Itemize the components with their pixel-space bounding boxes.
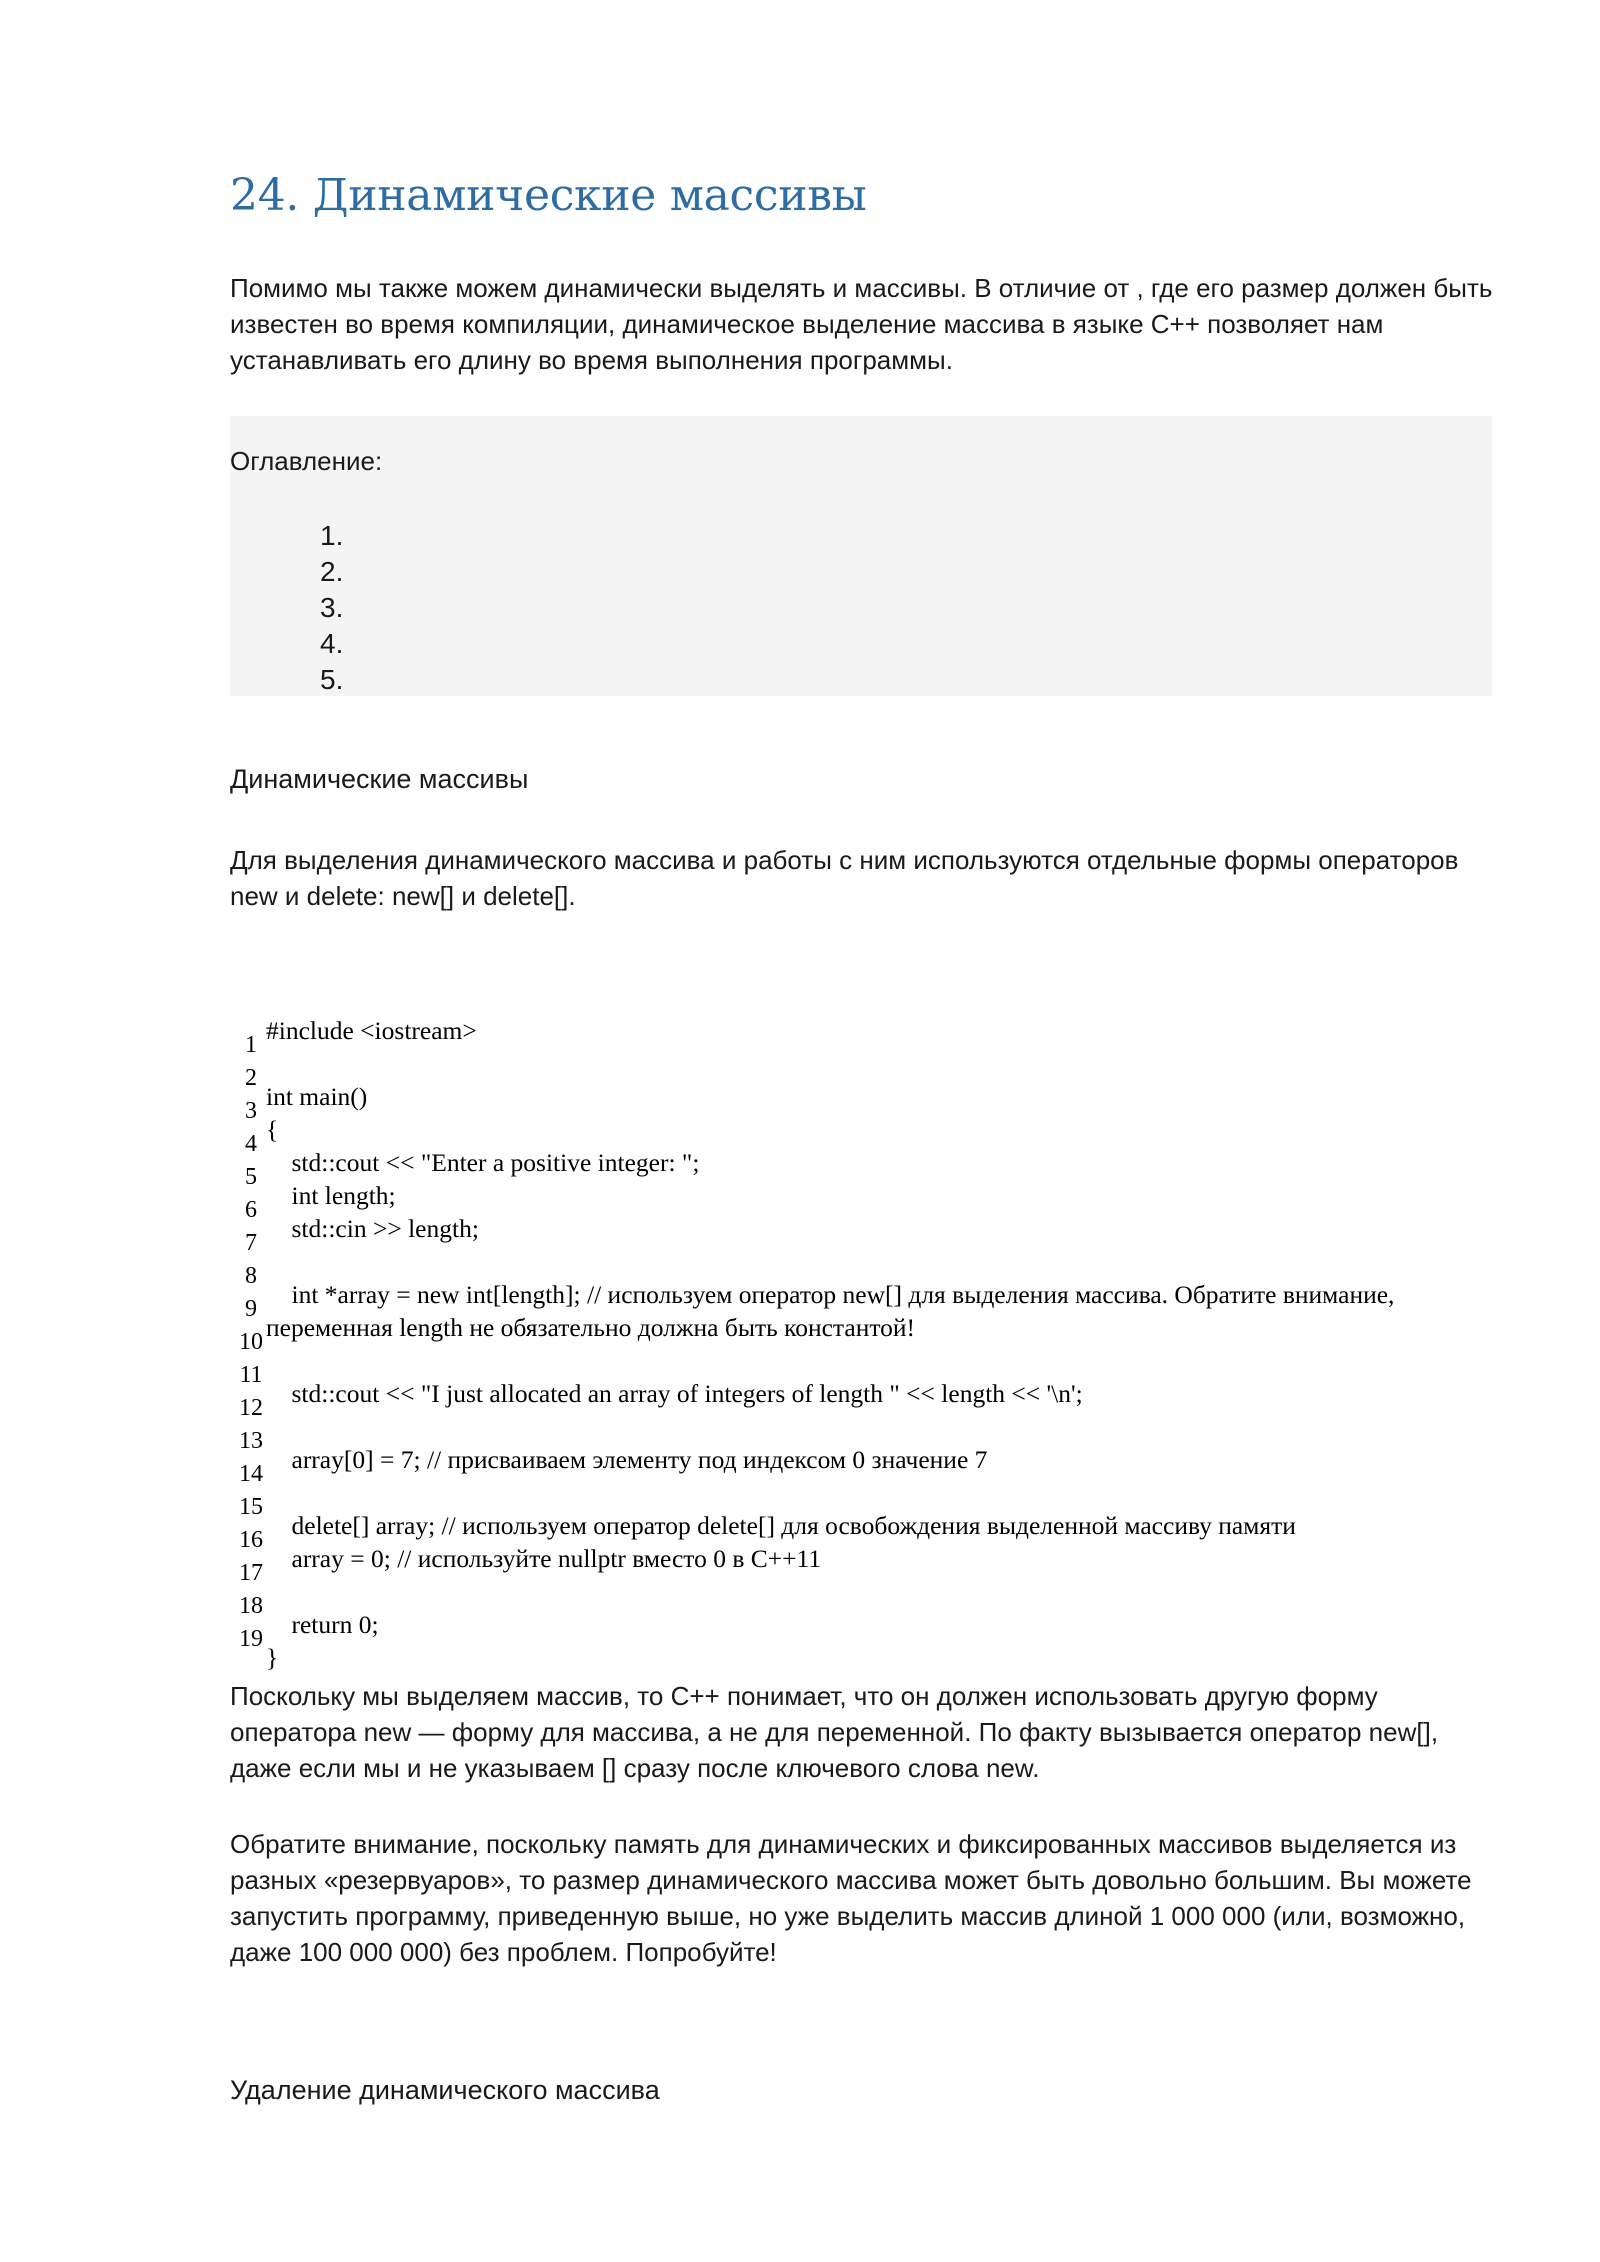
- code-block: [266, 1014, 1500, 1674]
- toc-item[interactable]: 5.: [320, 664, 344, 695]
- code-line-numbers: [238, 1029, 264, 1656]
- line-number: 9: [245, 1296, 257, 1322]
- code-line: array[0] = 7; // присваиваем элементу под индексом 0 значение 7: [266, 1445, 988, 1474]
- code-line: }: [266, 1643, 279, 1672]
- toc-item[interactable]: 1.: [320, 520, 344, 551]
- toc-list: [318, 518, 1492, 696]
- line-number: 18: [239, 1593, 263, 1619]
- code-line: [266, 1047, 1500, 1080]
- line-number: 12: [239, 1395, 263, 1421]
- code-line: std::cout << "Enter a positive integer: ";: [266, 1148, 700, 1177]
- line-number: 14: [239, 1461, 263, 1487]
- line-number: 6: [245, 1197, 257, 1223]
- page-title: 24. Динамические массивы: [230, 170, 867, 221]
- note-paragraph: Обратите внимание, поскольку память для динамических и фиксированных массивов выделяется из разных «резервуаров», то размер динамического массива может быть довольно большим. Вы можете запустить программу, приведенную выше, но уже выделить массив длиной 1 000 000 (или, возможно, даже 100 000 000) без проблем. Попробуйте!: [230, 1829, 1472, 1967]
- line-number: 10: [239, 1329, 263, 1355]
- toc-title: Оглавление:: [230, 446, 383, 476]
- toc-item[interactable]: 2.: [320, 556, 344, 587]
- code-line: std::cin >> length;: [266, 1214, 479, 1243]
- code-line: return 0;: [266, 1610, 379, 1639]
- code-line: [266, 1476, 1500, 1509]
- intro-paragraph: Помимо мы также можем динамически выделять и массивы. В отличие от , где его размер должен быть известен во время компиляции, динамическое выделение массива в языке C++ позволяет нам устанавливать его длину во время выполнения программы.: [230, 273, 1493, 375]
- line-number: 17: [239, 1560, 263, 1586]
- code-line: [266, 1245, 1500, 1278]
- line-number: 5: [245, 1164, 257, 1190]
- code-line: [266, 1575, 1500, 1608]
- line-number: 8: [245, 1263, 257, 1289]
- line-number: 2: [245, 1065, 257, 1091]
- line-number: 7: [245, 1230, 257, 1256]
- toc-item[interactable]: 4.: [320, 628, 344, 659]
- code-line: array = 0; // используйте nullptr вместо 0 в C++11: [266, 1544, 822, 1573]
- line-number: 13: [239, 1428, 263, 1454]
- code-line: {: [266, 1115, 279, 1144]
- section-paragraph: Для выделения динамического массива и работы с ним используются отдельные формы операторов new и delete: new[] и delete[].: [230, 845, 1459, 911]
- toc-item[interactable]: 3.: [320, 592, 344, 623]
- line-number: 3: [245, 1098, 257, 1124]
- line-number: 1: [245, 1032, 257, 1058]
- line-number: 19: [239, 1626, 263, 1652]
- code-line: delete[] array; // используем оператор delete[] для освобождения выделенной массиву памяти: [266, 1511, 1296, 1540]
- code-line: int *array = new int[length]; // используем оператор new[] для выделения массива. Обратите внимание, переменная length не обязательно должна быть константой!: [266, 1280, 1401, 1342]
- section-heading-dynamic-arrays: Динамические массивы: [230, 764, 529, 794]
- section-heading-array-deletion: Удаление динамического массива: [230, 2075, 660, 2105]
- line-number: 11: [239, 1362, 263, 1388]
- line-number: 16: [239, 1527, 263, 1553]
- code-line: [266, 1410, 1500, 1443]
- explanation-paragraph: Поскольку мы выделяем массив, то C++ понимает, что он должен использовать другую форму оператора new — форму для массива, а не для переменной. По факту вызывается оператор new[], даже если мы и не указываем [] сразу после ключевого слова new.: [230, 1681, 1439, 1783]
- code-line: [266, 1344, 1500, 1377]
- code-line: std::cout << "I just allocated an array of integers of length " << length << '\n';: [266, 1379, 1083, 1408]
- code-line: int main(): [266, 1082, 368, 1111]
- line-number: 4: [245, 1131, 257, 1157]
- code-line: int length;: [266, 1181, 396, 1210]
- code-line: #include <iostream>: [266, 1016, 477, 1045]
- line-number: 15: [239, 1494, 263, 1520]
